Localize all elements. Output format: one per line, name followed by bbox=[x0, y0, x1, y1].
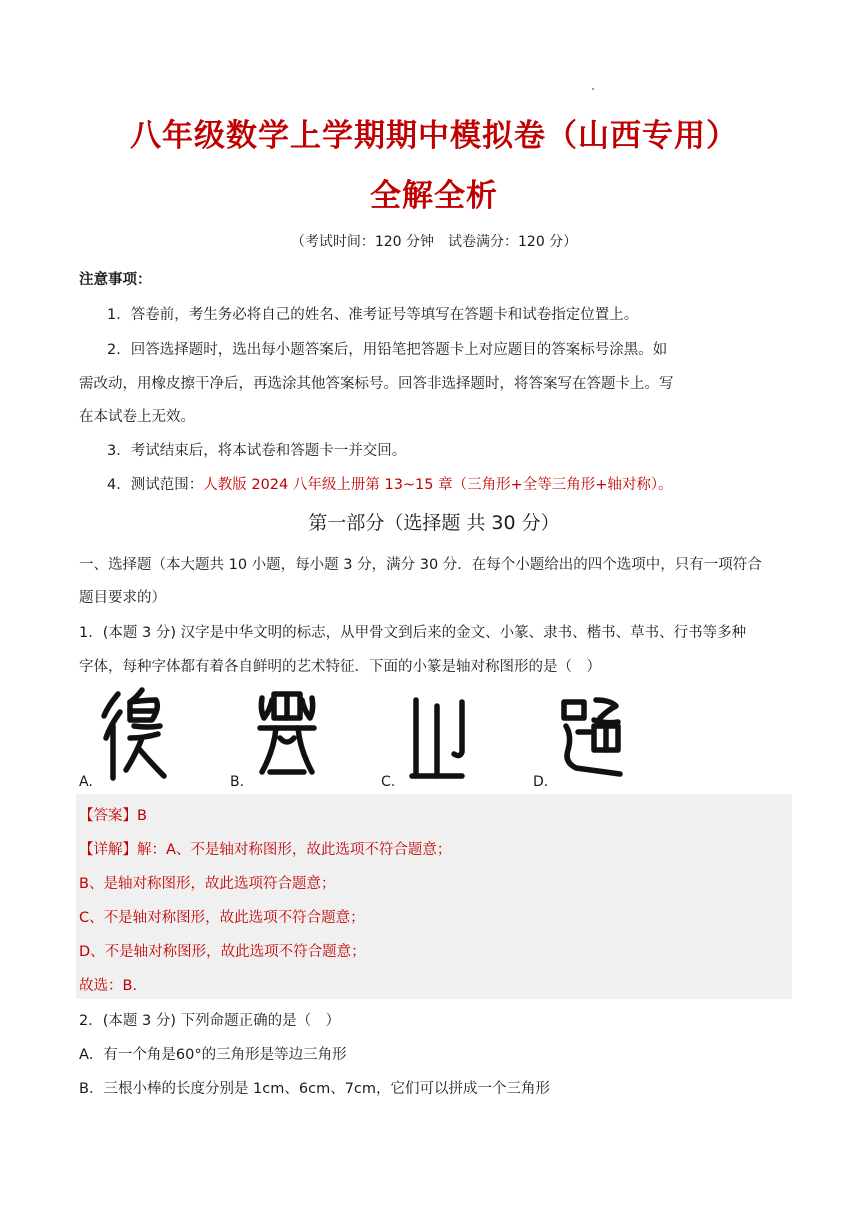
q1-solution-box bbox=[76, 794, 792, 999]
q1-option-c-label[interactable]: C. bbox=[381, 774, 396, 790]
exam-meta: （考试时间：120 分钟 试卷满分：120 分） bbox=[290, 234, 578, 250]
q2-option-b[interactable]: B．三根小棒的长度分别是 1cm、6cm、7cm，它们可以拼成一个三角形 bbox=[79, 1081, 551, 1097]
note-item-4-prefix: 4．测试范围： bbox=[107, 477, 204, 493]
note-item-2-line3: 在本试卷上无效。 bbox=[79, 409, 195, 425]
doc-title: 八年级数学上学期期中模拟卷（山西专用） bbox=[130, 118, 738, 154]
q2-option-a[interactable]: A．有一个角是60°的三角形是等边三角形 bbox=[79, 1047, 347, 1063]
note-item-2-line2: 需改动，用橡皮擦干净后，再选涂其他答案标号。回答非选择题时，将答案写在答题卡上。写 bbox=[79, 376, 674, 392]
note-item-3: 3．考试结束后，将本试卷和答题卡一并交回。 bbox=[107, 443, 407, 459]
q1-stem-line1: 1．(本题 3 分) 汉字是中华文明的标志，从甲骨文到后来的金文、小篆、隶书、楷书、草书、行书等多种 bbox=[79, 625, 747, 641]
seal-glyph-b bbox=[252, 688, 322, 786]
q1-answer: 【答案】B bbox=[79, 808, 147, 824]
section-instruction-line1: 一、选择题（本大题共 10 小题，每小题 3 分，满分 30 分．在每个小题给出的四个选项中，只有一项符合 bbox=[79, 557, 762, 573]
q1-detail-b: B、是轴对称图形，故此选项符合题意； bbox=[79, 876, 336, 892]
seal-glyph-c bbox=[402, 692, 472, 784]
scan-dot bbox=[592, 88, 594, 90]
doc-subtitle: 全解全析 bbox=[370, 178, 498, 214]
q1-detail-d: D、不是轴对称图形，故此选项不符合题意； bbox=[79, 944, 366, 960]
q1-detail-c: C、不是轴对称图形，故此选项不符合题意； bbox=[79, 910, 365, 926]
q1-option-d-label[interactable]: D. bbox=[533, 774, 549, 790]
q1-stem-line2: 字体，每种字体都有着各自鲜明的艺术特征．下面的小篆是轴对称图形的是（ ） bbox=[79, 659, 601, 675]
section-title: 第一部分（选择题 共 30 分） bbox=[308, 512, 560, 534]
q1-option-a-label[interactable]: A. bbox=[79, 774, 93, 790]
q1-detail: 【详解】解：A、不是轴对称图形，故此选项不符合题意； bbox=[79, 842, 452, 858]
q1-option-b-label[interactable]: B. bbox=[230, 774, 245, 790]
q2-stem: 2．(本题 3 分) 下列命题正确的是（ ） bbox=[79, 1013, 341, 1029]
note-item-4 bbox=[107, 473, 673, 494]
q1-conclusion: 故选：B． bbox=[79, 978, 147, 994]
seal-glyph-a bbox=[100, 686, 172, 784]
test-scope: 人教版 2024 八年级上册第 13~15 章（三角形+全等三角形+轴对称）。 bbox=[203, 477, 673, 493]
note-item-2-line1: 2．回答选择题时，选出每小题答案后，用铅笔把答题卡上对应题目的答案标号涂黑。如 bbox=[107, 342, 668, 358]
notes-heading: 注意事项： bbox=[79, 272, 152, 288]
note-item-1: 1．答卷前，考生务必将自己的姓名、准考证号等填写在答题卡和试卷指定位置上。 bbox=[107, 307, 639, 323]
section-instruction-line2: 题目要求的） bbox=[79, 590, 166, 606]
seal-glyph-d bbox=[556, 692, 626, 788]
